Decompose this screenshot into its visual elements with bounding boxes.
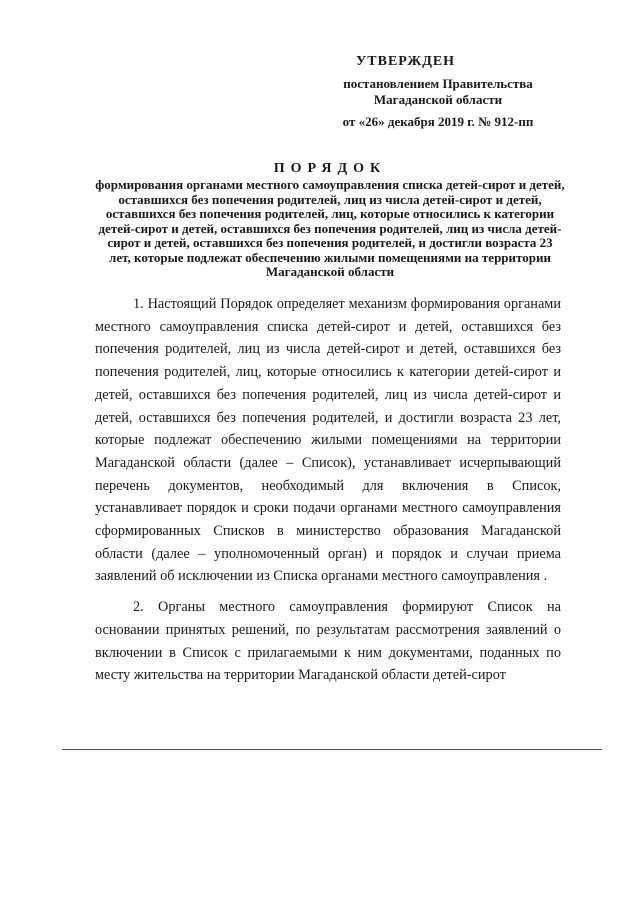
approval-stamp: [318, 54, 558, 130]
paragraph-2: 2. Органы местного самоуправления формируют Список на основании принятых решений, по результатам рассмотрения заявлений о включении в Список с прилагаемыми к ним документами, поданных по месту жительства на территории Магаданской области детей-сирот: [95, 599, 561, 684]
approval-date: от «26» декабря 2019 г. № 912-пп: [342, 114, 534, 129]
paragraph-1: 1. Настоящий Порядок определяет механизм формирования органами местного самоуправления списка детей-сирот и детей, оставшихся без попечения родителей, лиц из числа детей-сирот и детей, оставшихся без попечения родителей, лиц, которые относились к категории детей-сирот и детей, оставшихся без попечения родителей, лиц из числа детей-сирот и детей, оставшихся без попечения родителей, и достигли возраста 23 лет, которые подлежат обеспечению жилыми помещениями на территории Магаданской области (далее – Список), устанавливает исчерпывающий перечень документов, необходимый для включения в Список, устанавливает порядок и сроки подачи органами местного самоуправления сформированных Списков в министерство образования Магаданской области (далее – уполномоченный орган) и порядок и случаи приема заявлений об исключении из Списка органами местного самоуправления .: [95, 296, 561, 585]
document-title: [95, 161, 565, 280]
approval-line-2: Магаданской области: [373, 92, 503, 107]
title-subtitle: формирования органами местного самоуправления списка детей-сирот и детей, оставшихся без попечения родителей, лиц из числа детей-сирот и детей, оставшихся без попечения родителей, лиц, которые относились к категории детей-сирот и детей, оставшихся без попечения родителей, лиц из числа детей-сирот и детей, оставшихся без попечения родителей, и достигли возраста 23 лет, которые подлежат обеспечению жилыми помещениями на территории Магаданской области: [95, 177, 565, 279]
approval-line-1: постановлением Правительства: [343, 76, 533, 91]
page-bottom-rule: [62, 749, 602, 750]
document-body: [95, 293, 561, 695]
title-word: ПОРЯДОК: [273, 161, 387, 176]
approval-heading: УТВЕРЖДЕН: [356, 54, 456, 69]
